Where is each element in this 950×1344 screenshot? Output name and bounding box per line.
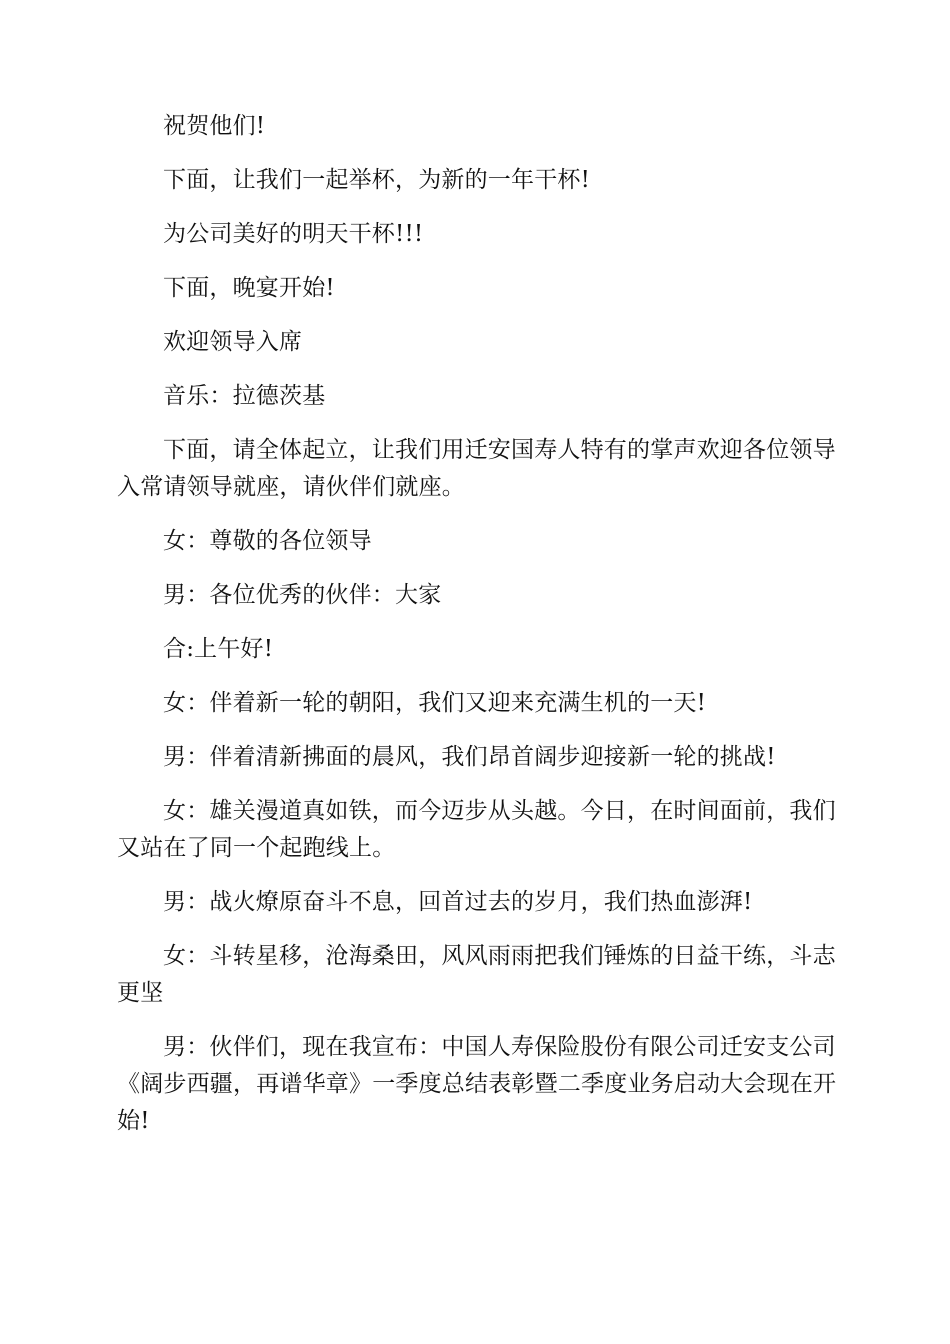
paragraph-male-struggle: 男：战火燎原奋斗不息，回首过去的岁月，我们热血澎湃!: [163, 889, 753, 915]
paragraph-toast-company: 为公司美好的明天干杯!!!: [163, 221, 424, 247]
paragraph-toast-new-year: 下面，让我们一起举杯，为新的一年干杯!: [163, 167, 591, 193]
paragraph-stand-up: 下面，请全体起立，让我们用迁安国寿人特有的掌声欢迎各位领导入常请领导就座，请伙伴们就座。: [117, 437, 836, 500]
paragraph-congratulate: 祝贺他们!: [163, 113, 266, 139]
paragraph-male-announcement: 男：伙伴们，现在我宣布：中国人寿保险股份有限公司迁安支公司《阔步西疆，再谱华章》一季度总结表彰暨二季度业务启动大会现在开始!: [117, 1034, 837, 1134]
paragraph-together-greeting: 合:上午好!: [163, 636, 274, 662]
paragraph-female-greeting: 女：尊敬的各位领导: [163, 528, 372, 554]
paragraph-music: 音乐：拉德茨基: [163, 383, 326, 409]
paragraph-female-pass: 女：雄关漫道真如铁，而今迈步从头越。今日，在时间面前，我们又站在了同一个起跑线上。: [117, 798, 836, 861]
paragraph-female-sunrise: 女：伴着新一轮的朝阳，我们又迎来充满生机的一天!: [163, 690, 707, 716]
paragraph-male-breeze: 男：伴着清新拂面的晨风，我们昂首阔步迎接新一轮的挑战!: [163, 744, 776, 770]
paragraph-male-greeting: 男：各位优秀的伙伴：大家: [163, 582, 442, 608]
document-body: [117, 108, 837, 1157]
paragraph-banquet-start: 下面，晚宴开始!: [163, 275, 335, 301]
paragraph-welcome-leaders: 欢迎领导入席: [163, 329, 303, 355]
paragraph-female-seasons: 女：斗转星移，沧海桑田，风风雨雨把我们锤炼的日益干练，斗志更坚: [117, 943, 836, 1006]
